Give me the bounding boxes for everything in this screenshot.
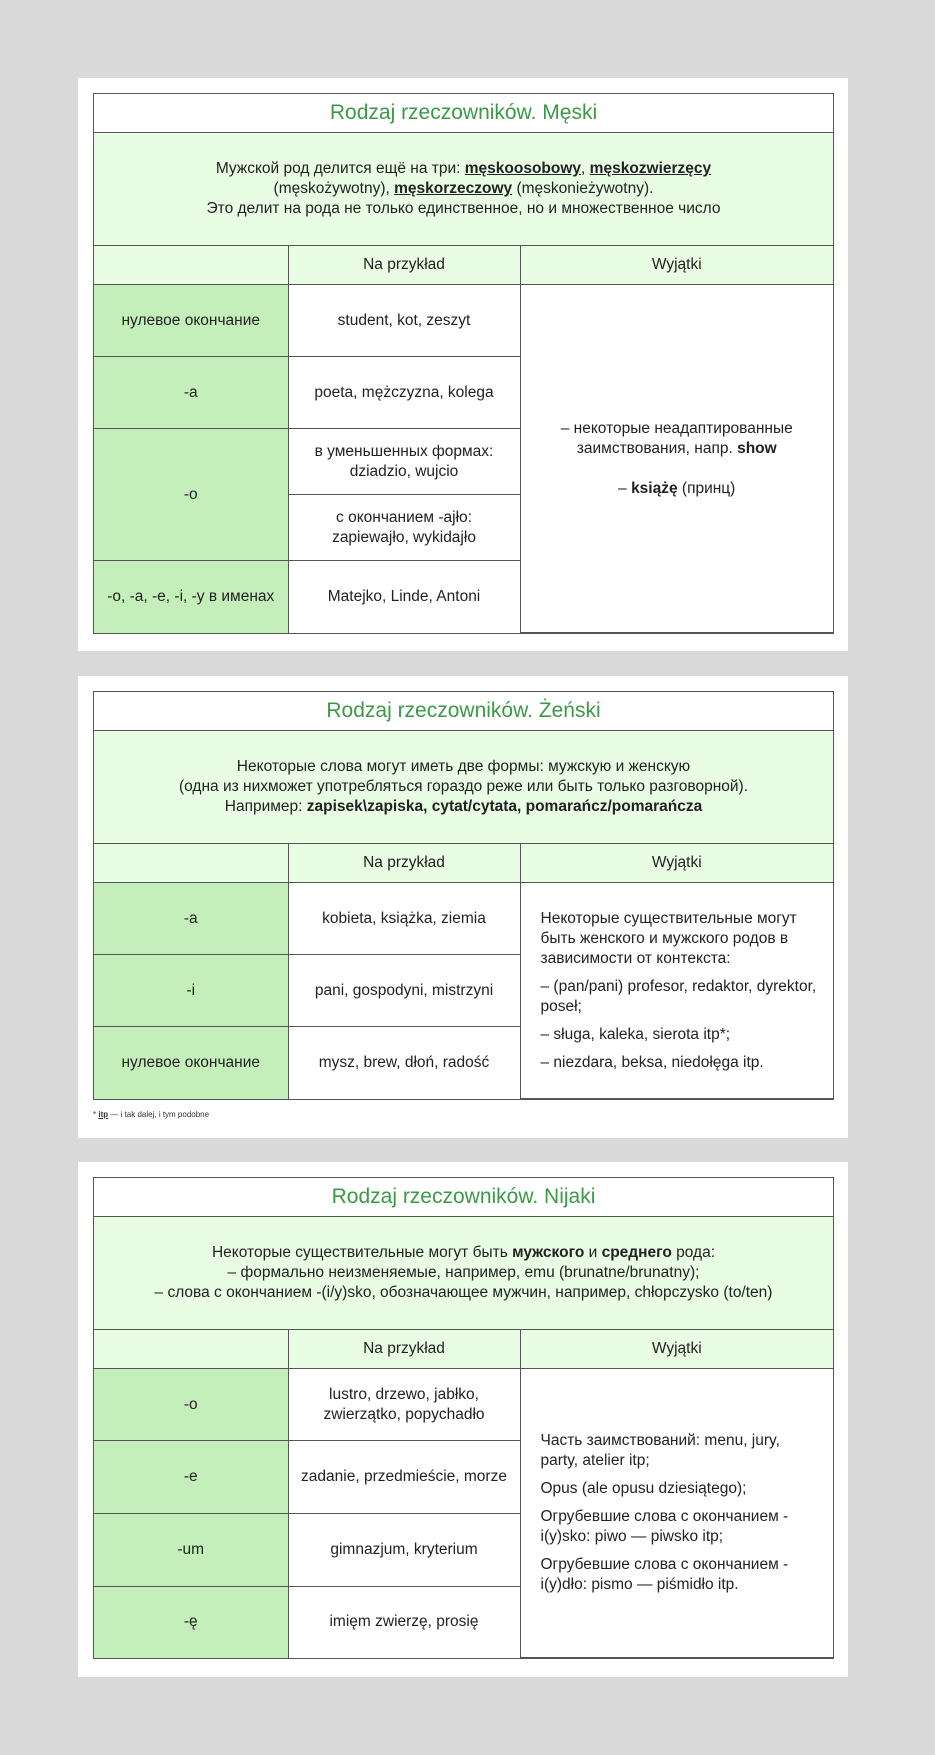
sheet-meski	[93, 93, 834, 634]
header-exceptions: Wyjątki	[520, 1330, 833, 1369]
intro-text: Некоторые существительные могут быть мужского и среднего рода: – формально неизменяемые, например, emu (brunatne/brunatny); – слова с окончанием -(i/y)sko, обозначающее мужчин, например, chłopczysko (to/ten)	[94, 1217, 833, 1330]
row-example: imięm zwierzę, prosię	[288, 1587, 520, 1658]
header-empty	[94, 246, 288, 285]
row-label: -e	[94, 1441, 288, 1514]
row-example: zadanie, przedmieście, morze	[288, 1441, 520, 1514]
row-label: -ę	[94, 1587, 288, 1658]
table-zenski	[94, 844, 833, 1099]
header-empty	[94, 844, 288, 883]
footnote: * itp — i tak dalej, i tym podobne	[93, 1110, 210, 1119]
row-label: -o	[94, 1369, 288, 1441]
table-meski	[94, 246, 833, 633]
row-label: -i	[94, 955, 288, 1027]
intro-line3: Это делит на рода не только единственное, но и множественное число	[206, 200, 721, 217]
row-example: mysz, brew, dłoń, radość	[288, 1027, 520, 1099]
row-label: -o, -a, -e, -i, -y в именах	[94, 561, 288, 633]
intro-text: Некоторые слова могут иметь две формы: мужскую и женскую (одна из нихможет употребляться гораздо реже или быть только разговорной). Например: zapisek\zapiska, cytat/cytata, pomarańcz/pomarańcza	[94, 731, 833, 844]
header-examples: Na przykład	[288, 844, 520, 883]
row-example: kobieta, książka, ziemia	[288, 883, 520, 955]
exceptions-cell: Часть заимствований: menu, jury, party, atelier itp; Opus (ale opusu dziesiątego); Огрубевшие слова с окончанием -i(y)sko: piwo — piwsko itp; Огрубевшие слова с окончанием -i(y)dło: pismo — piśmidło itp.	[520, 1369, 833, 1658]
row-label: нулевое окончание	[94, 285, 288, 357]
exceptions-cell: – некоторые неадаптированные заимствования, напр. show – książę (принц)	[520, 285, 833, 633]
row-example: в уменьшенных формах: dziadzio, wujcio	[288, 429, 520, 495]
header-exceptions: Wyjątki	[520, 246, 833, 285]
header-examples: Na przykład	[288, 246, 520, 285]
card-nijaki	[78, 1162, 848, 1677]
row-label: -o	[94, 429, 288, 561]
row-label: нулевое окончание	[94, 1027, 288, 1099]
row-example: lustro, drzewo, jabłko, zwierzątko, popychadło	[288, 1369, 520, 1441]
card-title: Rodzaj rzeczowników. Męski	[94, 94, 833, 133]
row-example: poeta, mężczyzna, kolega	[288, 357, 520, 429]
row-label: -a	[94, 883, 288, 955]
card-zenski	[78, 676, 848, 1138]
header-empty	[94, 1330, 288, 1369]
row-label: -a	[94, 357, 288, 429]
card-title: Rodzaj rzeczowników. Żeński	[94, 692, 833, 731]
term-meskozwierzecy: męskozwierzęcy	[589, 160, 712, 177]
intro-text: Мужской род делится ещё на три: męskoosobowy, męskozwierzęcy (męskożywotny), męskorzeczowy (męskonieżywotny). Это делит на рода не только единственное, но и множественное число	[94, 133, 833, 246]
row-example: student, kot, zeszyt	[288, 285, 520, 357]
header-examples: Na przykład	[288, 1330, 520, 1369]
exceptions-cell: Некоторые существительные могут быть женского и мужского родов в зависимости от контекста: – (pan/pani) profesor, redaktor, dyrektor, poseł; – sługa, kaleka, sierota itp*; – niezdara, beksa, niedołęga itp.	[520, 883, 833, 1099]
row-label: -um	[94, 1514, 288, 1587]
header-exceptions: Wyjątki	[520, 844, 833, 883]
table-nijaki	[94, 1330, 833, 1658]
row-example: с окончанием -ajło: zapiewajło, wykidajło	[288, 495, 520, 561]
row-example: Matejko, Linde, Antoni	[288, 561, 520, 633]
row-example: pani, gospodyni, mistrzyni	[288, 955, 520, 1027]
sheet-zenski	[93, 691, 834, 1100]
row-example: gimnazjum, kryterium	[288, 1514, 520, 1587]
card-meski	[78, 78, 848, 651]
term-meskorzeczowy: męskorzeczowy	[394, 180, 513, 197]
sheet-nijaki	[93, 1177, 834, 1659]
card-title: Rodzaj rzeczowników. Nijaki	[94, 1178, 833, 1217]
term-meskoosobowy: męskoosobowy	[464, 160, 582, 177]
